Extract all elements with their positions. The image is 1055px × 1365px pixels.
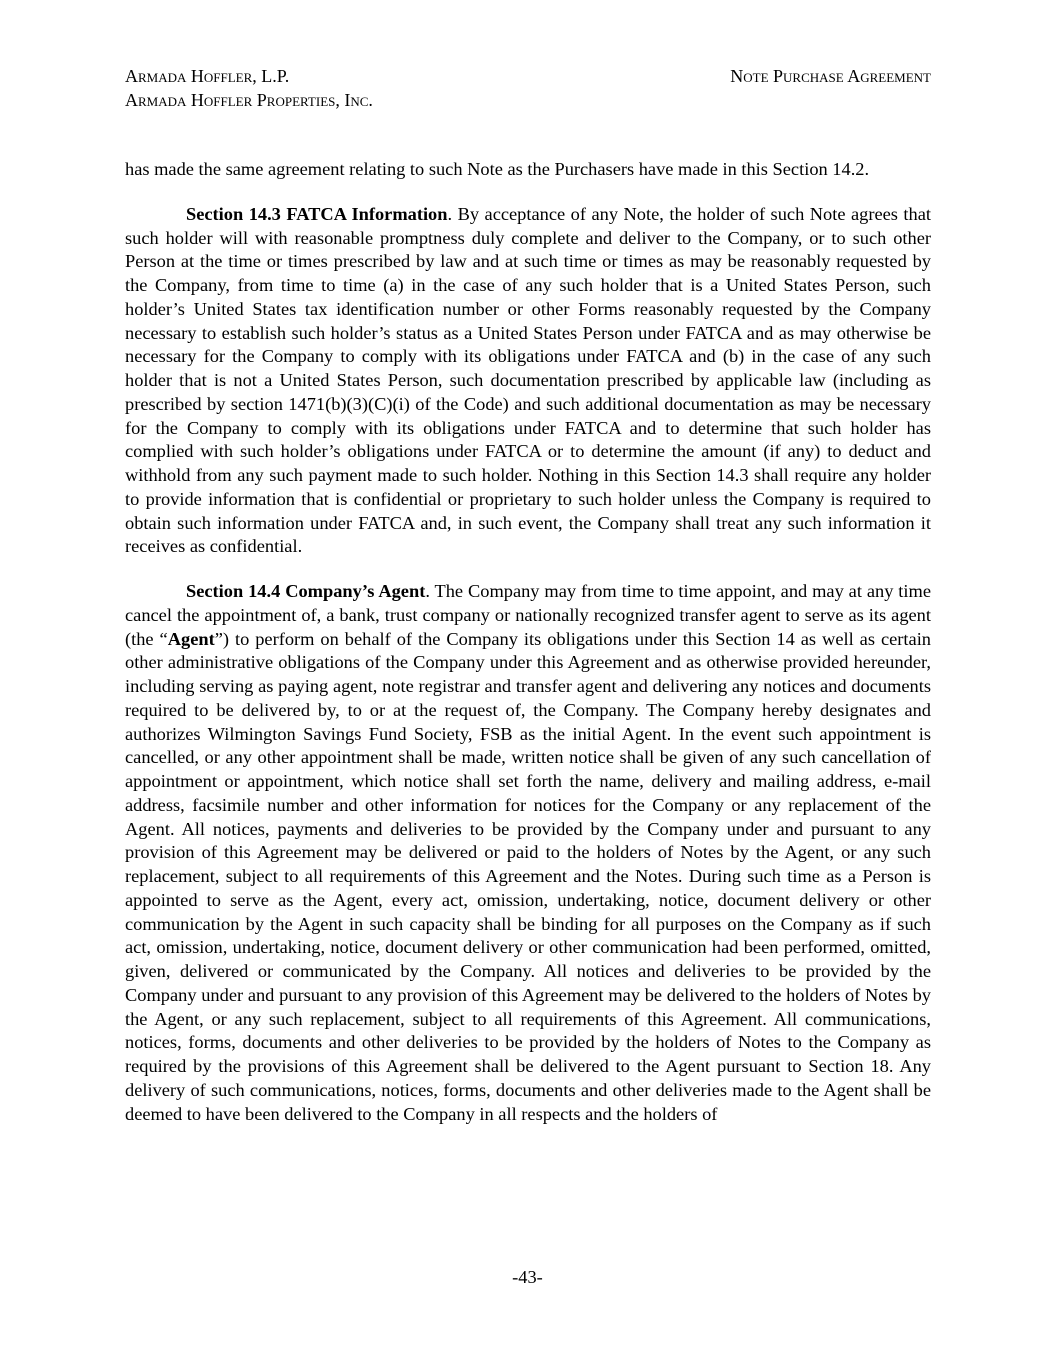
section-14-4-heading: Section 14.4 Company’s Agent — [186, 581, 426, 601]
section-14-4-paragraph — [125, 580, 931, 1126]
page-number: -43- — [512, 1267, 543, 1287]
header-document-title — [730, 64, 931, 88]
document-body — [125, 158, 931, 1147]
section-14-3-heading: Section 14.3 FATCA Information — [186, 203, 448, 224]
header-title-text: Note Purchase Agreement — [730, 66, 931, 86]
paragraph-continuation-text: has made the same agreement relating to such Note as the Purchasers have made in this Section 14.2. — [125, 159, 870, 179]
section-14-4-text-a: . The Company may from time to time appoint, and may at any time cancel the appointment of, a bank, trust company or nationally recognized transfer agent to serve as its agent (the “ — [125, 581, 931, 649]
header-parties — [125, 64, 373, 112]
section-14-3-text: . By acceptance of any Note, the holder of such Note agrees that such holder will with reasonable promptness duly complete and deliver to the Company, or to such other Person at the time or times prescribed by law and at such time or times as may be reasonably requested by the Company, from time to time (a) in the case of any such holder that is a United States Person, such holder’s United States tax identification number or other Forms reasonably requested by the Company necessary to establish such holder’s status as a United States Person under FATCA and as may otherwise be necessary for the Company to comply with its obligations under FATCA and (b) in the case of any such holder that is not a United States Person, such documentation prescribed by applicable law (including as prescribed by section 1471(b)(3)(C)(i) of the Code) and such additional documentation as may be necessary for the Company to comply with its obligations under FATCA and to determine that such holder has complied with such holder’s obligations under FATCA or to determine the amount (if any) to deduct and withhold from any such payment made to such holder. Nothing in this Section 14.3 shall require any holder to provide information that is confidential or proprietary to such holder unless the Company is required to obtain such information under FATCA and, in such event, the Company shall treat any such information it receives as confidential. — [125, 203, 932, 557]
defined-term-agent: Agent — [167, 628, 215, 649]
page-footer — [0, 1265, 1055, 1289]
paragraph-continuation — [125, 158, 931, 182]
header-party-1: Armada Hoffler, L.P. — [125, 66, 290, 86]
section-14-3-paragraph — [125, 203, 931, 559]
header-party-2: Armada Hoffler Properties, Inc. — [125, 90, 373, 110]
section-14-4-text-b: ”) to perform on behalf of the Company its obligations under this Section 14 as well as certain other administrative obligations of the Company under this Agreement and as otherwise provided hereunder, including serving as paying agent, note registrar and transfer agent and delivering any notices and documents required to be delivered by, to or at the request of, the Company. The Company hereby designates and authorizes Wilmington Savings Fund Society, FSB as the initial Agent. In the event such appointment is cancelled, or any other appointment shall be made, written notice shall be given of any such cancellation of appointment or appointment, which notice shall set forth the name, delivery and mailing address, e-mail address, facsimile number and other information for notices for the Company or any replacement of the Agent. All notices, payments and deliveries to be provided by the Company under and pursuant to any provision of this Agreement may be delivered or paid to the holders of Notes by the Agent, or any such replacement, subject to all requirements of this Agreement and the Notes. During such time as a Person is appointed to serve as the Agent, every act, omission, undertaking, notice, document delivery or other communication by the Agent in such capacity shall be binding for all purposes on the Company as if such act, omission, undertaking, notice, document delivery or other communication had been performed, omitted, given, delivered or communicated by the Company. All notices and deliveries to be provided by the Company under and pursuant to any provision of this Agreement may be delivered to the holders of Notes by the Agent, or any such replacement, subject to all requirements of this Agreement. All communications, notices, forms, documents and other deliveries to be provided by the holders of Notes to the Company as required by the provisions of this Agreement shall be delivered to the Agent pursuant to Section 18. Any delivery of such communications, notices, forms, documents and other deliveries made to the Agent shall be deemed to have been delivered to the Company in all respects and the holders of — [125, 628, 931, 1124]
